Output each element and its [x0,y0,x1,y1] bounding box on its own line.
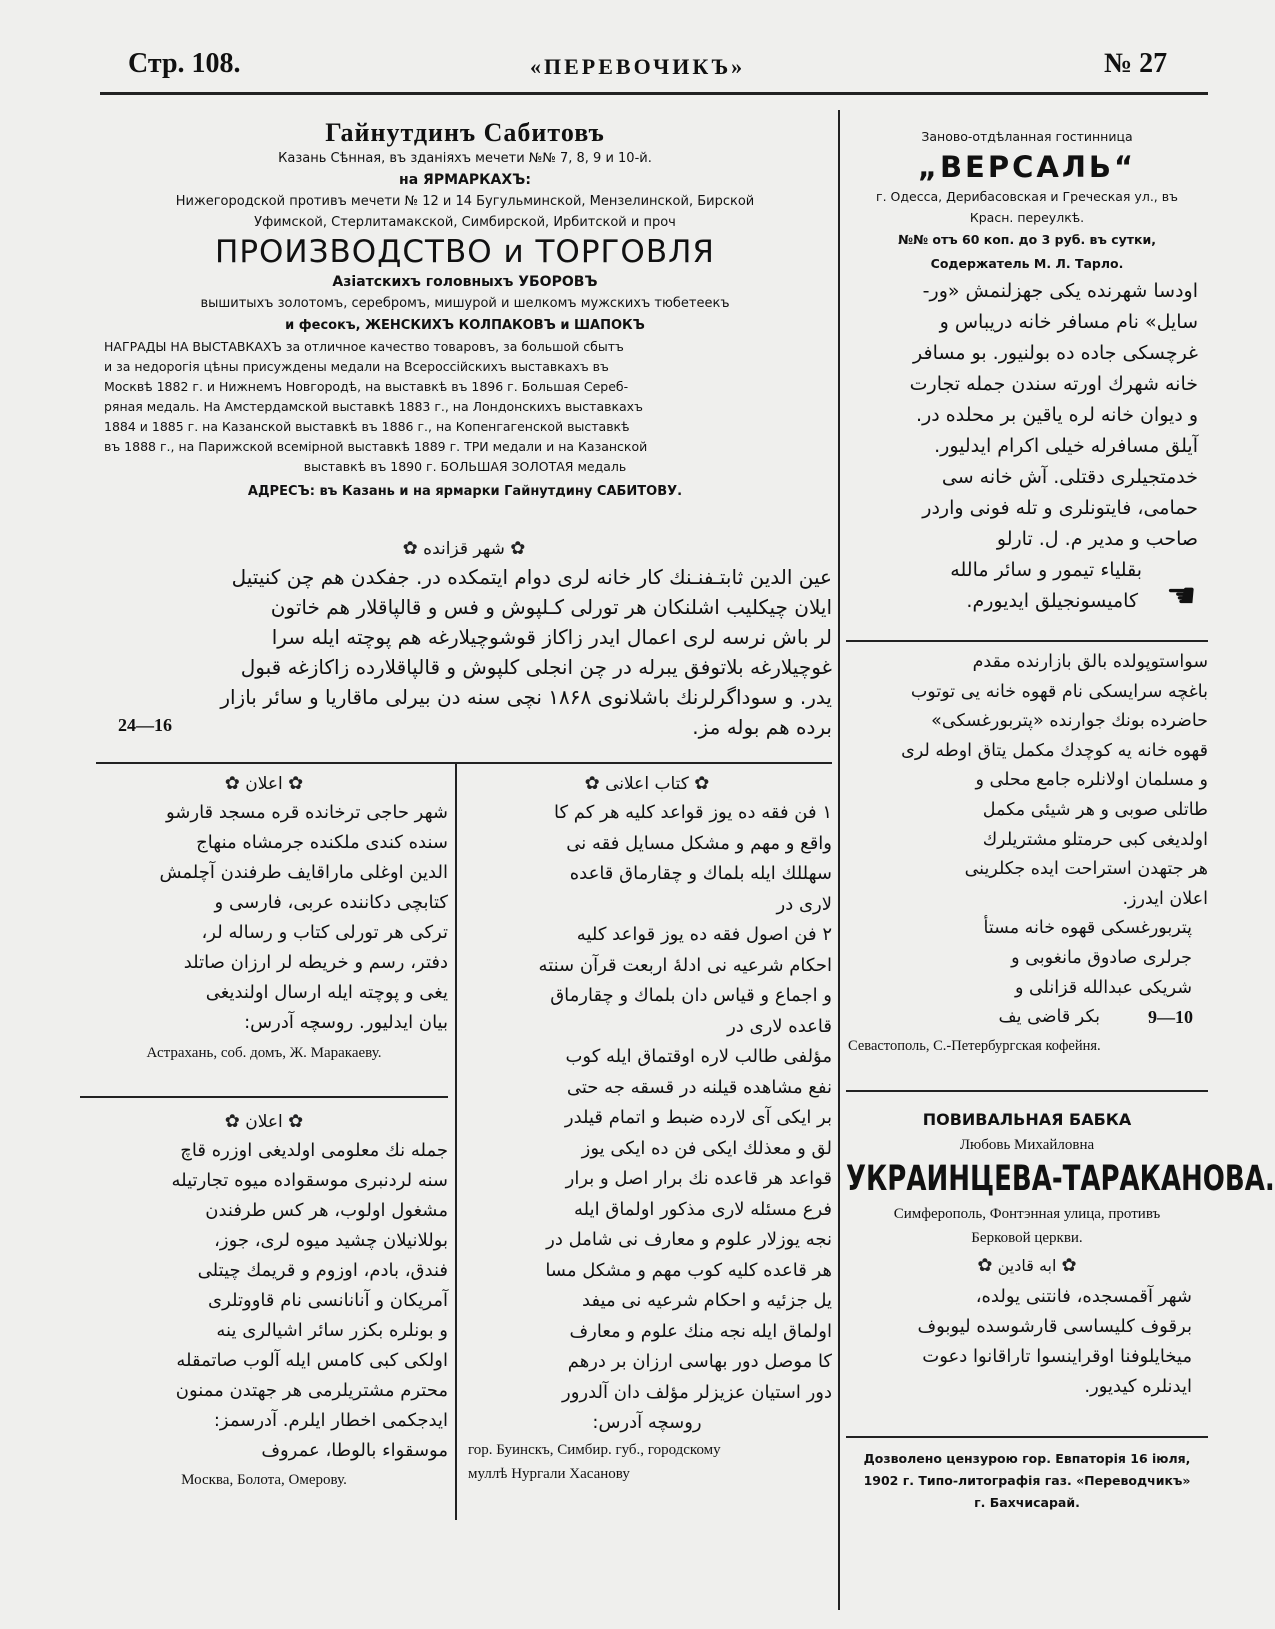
kitab-ad [462,770,832,1522]
award-line: НАГРАДЫ НА ВЫСТАВКАХЪ за отличное качество товаровъ, за большой сбытъ [104,339,624,354]
kitab-line: بر ايكى آى لارده ضبط و اتمام قيلدر [564,1107,832,1128]
kitab-heading-row [462,770,832,798]
kazan-heading: شهر قزانده [423,539,505,559]
versal-line: Содержатель М. Л. Тарло. [930,256,1124,271]
kitab-line: لارى در [776,893,832,915]
kazan-line: لر باش نرسه لرى اعمال ايدر زاكاز قوشوچيلارغه هم پوچته ايله سرا [271,625,832,649]
section-rule [846,1090,1208,1092]
kitab-address: гор. Буинскъ, Симбир. губ., городскому [468,1442,721,1458]
sabitov-line: вышитыхъ золотомъ, серебромъ, мишурой и шелкомъ мужскихъ тюбетеекъ [200,296,730,311]
kitab-address: муллѣ Нургали Хасанову [468,1466,630,1482]
sabitov-big: ПРОИЗВОДСТВО и ТОРГОВЛЯ [215,234,715,270]
ornament-icon: ✿ [224,773,240,794]
elan1-line: شهر حاجى ترخانده قره مسجد قارشو [166,802,448,823]
versal-tatar-line: غرچسكى جاده ده بولنيور. بو مسافر [913,342,1198,364]
versal-tatar-line: كاميسونجيلق ايديورم. [966,590,1138,612]
kahve-line: بكر قاضى يف [998,1007,1100,1028]
award-line: 1884 и 1885 г. на Казанской выставкѣ въ 1886 г., на Копенгагенской выставкѣ [104,419,630,434]
ornament-icon: ✿ [224,1111,240,1132]
kitab-line: هر قاعده كليه كوب مهم و مشكل مسا [545,1259,832,1281]
versal-tatar-line: حمامى، فايتونلرى و تله فونى واردر [922,497,1198,519]
kitab-line: روسچه آدرس: [592,1412,702,1433]
sabitov-line: Казань Сѣнная, въ зданіяхъ мечети №№ 7, 8, 9 и 10-й. [278,151,652,166]
midwife-address: Берковой церкви. [971,1230,1083,1246]
elan1-heading-row [80,770,448,798]
section-rule [96,762,832,764]
kazan-line: ايلان چيكليب اشلنكان هر تورلى كـلپوش و فس و قالپاقلار هم خاتون [270,595,832,619]
sabitov-line: Уфимской, Стерлитамакской, Симбирской, Ирбитской и проч [254,215,676,230]
ornament-icon: ✿ [694,773,710,794]
midwife-name-first: Любовь Михайловна [959,1137,1095,1153]
versal-tatar-line: سايل» نام مسافر خانه دريباس و [939,311,1198,333]
midwife-heading: ابه قادين [997,1256,1057,1275]
elan1-line: كتابچى دكاننده عربى، فارسى و [214,892,448,913]
elan1-heading: اعلان [245,774,283,794]
kazan-ref: 24—16 [118,715,172,735]
elan2-line: ايدجكمى اخطار ايلرم. آدرسمز: [213,1410,448,1431]
sabitov-name: Гайнутдинъ Сабитовъ [325,118,605,147]
versal-top: Заново-отдѣланная гостинница [921,129,1133,144]
kahve-line: پتربورغسكى قهوه خانه مستأ [983,918,1192,939]
censor-line: Дозволено цензурою гор. Евпаторія 16 іюля, [863,1451,1191,1466]
sabitov-line: Нижегородской противъ мечети № 12 и 14 Бугульминской, Мензелинской, Бирской [175,194,755,209]
kahve-line: حاضرده بونك جوارنده «پتربورغسكى» [931,711,1208,732]
page-header [0,48,1254,88]
kazan-line: عين الدين ثابتـفنـنك كار خانه لرى دوام ايتمكده در. جفكدن هم چن كنيتيل [231,565,832,589]
versal-line: Красн. переулкѣ. [969,210,1085,225]
elan2-line: سنه لردنبرى موسقواده ميوه تجارتيله [171,1170,448,1191]
midwife-address: Симферополь, Фонтэнная улица, противъ [893,1206,1161,1222]
censor-line: 1902 г. Типо-литографія газ. «Переводчикъ» [863,1473,1191,1488]
page-number: Стр. 108. [128,48,241,79]
kitab-line: ۲ فن اصول فقه ده يوز قواعد كليه [576,924,832,945]
award-line: въ 1888 г., на Парижской всемірной выставкѣ 1889 г. ТРИ медали и на Казанской [104,439,648,454]
elan2-heading: اعلان [245,1112,283,1132]
section-rule [846,1436,1208,1438]
elan1-line: سنده كندى ملكنده جرمشاه منهاج [196,832,448,853]
kitab-line: كا موصل دور بهاسى ارزان بر درهم [567,1351,832,1372]
elan-ad-2 [80,1108,448,1524]
elan2-line: جمله نك معلومى اولديغى اوزره قاچ [180,1140,448,1161]
midwife-title: ПОВИВАЛЬНАЯ БАБКА [922,1110,1132,1129]
kitab-line: ۱ فن فقه ده يوز قواعد كليه هر كم كا [553,802,832,823]
kitab-line: لق و معذلك ايكى فن ده ايكى يوز [581,1137,832,1159]
kitab-line: واقع و مهم و مشكل مسايل فقه نى [566,832,832,854]
elan1-line: دفتر، رسم و خريطه لر ارزان صاتلد [183,952,448,973]
elan1-line: بيان ايدليور. روسچه آدرس: [244,1012,448,1033]
kahve-address: Севастополь, С.-Петербургская кофейня. [848,1038,1101,1055]
column-rule-right [838,110,840,1610]
kahve-line: طاتلى صوبى و هر شيئى مكمل [982,799,1208,820]
elan1-address: Астрахань, соб. домъ, Ж. Маракаеву. [146,1045,382,1061]
ornament-icon: ✿ [1061,1255,1077,1276]
ornament-icon: ✿ [977,1255,993,1276]
versal-tatar-line: خدمتجيلرى دقتلى. آش خانه سى [941,466,1198,488]
kahve-line: سواستوپولده بالق بازارنده مقدم [972,652,1208,672]
versal-line: г. Одесса, Дерибасовская и Греческая ул., въ [876,189,1178,204]
versal-tatar-line: بقلياء تيمور و سائر مالله [950,559,1142,581]
kitab-line: نجه يوزلار علوم و معارف نى شامل در [546,1229,832,1250]
kitab-line: دور استيان عزيزلر مؤلف دان آلدرور [562,1381,832,1403]
midwife-heading-row [846,1250,1208,1282]
pointing-hand-icon: ☚ [1166,576,1197,616]
sabitov-address: АДРЕСЪ: въ Казань и на ярмарки Гайнутдину САБИТОВУ. [247,484,683,499]
versal-tatar-line: آيلق مسافرله خيلى اكرام ايدليور. [934,435,1198,457]
sabitov-sub: Азіатскихъ головныхъ УБОРОВЪ [332,274,598,290]
elan2-line: بوللانيلان چشيد ميوه لرى، جوز، [214,1230,448,1251]
midwife-ad [846,1106,1275,1432]
kahve-line: قهوه خانه يه كوچدك مكمل يتاق اوطه لرى [901,740,1208,761]
versal-tatar-line: و ديوان خانه لره ياقين بر محلده در. [916,404,1198,426]
kazan-tatar-ad [96,536,832,758]
ornament-icon: ✿ [402,538,418,559]
elan2-line: محترم مشتريلرمى هر جهتدن ممنون [175,1380,448,1401]
midwife-tatar-line: برقوف كليساسى قارشوسده ليوبوف [917,1316,1192,1337]
midwife-tatar-line: شهر آقمسجده، فانتنى يولده، [975,1286,1192,1307]
kazan-line: غوچيلارغه بلاتوفق يبرله در چن انجلى كلپوش و قالپاقلارده زاكازغه قبول [240,655,832,679]
midwife-name-last: УКРАИНЦЕВА-ТАРАКАНОВА. [846,1158,1275,1200]
kitab-line: احكام شرعيه نى ادلهٔ اربعت قرآن سنته [538,954,832,976]
elan1-line: الدين اوغلى ماراقايف طرفندن آچلمش [159,862,448,883]
kitab-line: سهللك ايله بلماك و چقارماق قاعده [569,863,832,884]
versal-name: „ВЕРСАЛЬ“ [917,150,1137,184]
sabitov-line: на ЯРМАРКАХЪ: [399,172,531,188]
elan2-heading-row [80,1108,448,1136]
elan-ad-1 [80,770,448,1082]
ornament-icon: ✿ [288,1111,304,1132]
elan2-line: فندق، بادم، اوزوم و قريمك چيتلى [197,1260,448,1281]
kitab-line: يل جزئيه و احكام شرعيه نى ميفد [582,1290,832,1311]
ornament-icon: ✿ [510,538,526,559]
elan1-line: يغى و پوچته ايله ارسال اولنديغى [205,982,448,1003]
issue-number: № 27 [1104,48,1168,79]
versal-line: №№ отъ 60 коп. до 3 руб. въ сутки, [897,232,1157,247]
elan2-line: مشغول اولوب، هر كس طرفندن [205,1200,448,1221]
elan1-line: تركى هر تورلى كتاب و رساله لر، [201,922,448,943]
kitab-line: قواعد هر قاعده نك برار اصل و برار [565,1168,832,1189]
kazan-line: يدر. و سوداگرلرنك باشلانوى ۱۸۶۸ نچى سنه دن بيرلى ماقاريا و سائر بازار [220,685,832,709]
kitab-line: و اجماع و قياس دان بلماك و چقارماق [550,985,832,1006]
kitab-line: اولماق ايله نجه منك علوم و معارف [569,1320,832,1342]
kahve-line: شريكى عبدالله قزانلى و [1015,977,1192,998]
section-rule [80,1096,448,1098]
ornament-icon: ✿ [288,773,304,794]
midwife-tatar-line: ميخايلوفنا اوقراينسوا تاراقانوا دعوت [922,1346,1192,1367]
header-rule [100,92,1208,95]
versal-tatar-line: اودسا شهرنده يكى جهزلنمش «ور- [922,280,1198,302]
versal-tatar-line: خانه شهرك اورته سندن جمله تجارت [909,373,1198,395]
midwife-tatar-line: ايدنلره كيديور. [1084,1376,1192,1397]
versal-ad [846,126,1208,638]
award-line: и за недорогія цѣны присуждены медали на Всероссійскихъ выставкахъ въ [104,359,609,374]
award-line: выставкѣ въ 1890 г. БОЛЬШАЯ ЗОЛОТАЯ медаль [303,459,627,474]
elan2-line: موسقواء بالوطا، عمروف [261,1440,448,1461]
elan2-line: اولكى كبى كامس ايله آلوب صاتمقله [176,1350,448,1371]
censor-line: г. Бахчисарай. [974,1495,1080,1510]
kitab-line: قاعده لارى در [727,1015,832,1037]
censor-note [846,1448,1208,1528]
kazan-line: برده هم بوله مز. [692,715,832,739]
kitab-line: نفع مشاهده قيلنه در قسقه جه حتى [566,1076,832,1098]
newspaper-title: «ПЕРЕВОЧИКЪ» [530,54,746,79]
sabitov-ad [100,118,830,538]
elan2-address: Москва, Болота, Омерову. [181,1472,347,1488]
versal-tatar-line: صاحب و مدير م. ل. تارلو [996,528,1198,550]
kitab-heading: كتاب اعلانى [605,774,689,794]
elan2-line: آمريكان و آنانانسى نام قاووتلرى [208,1290,448,1311]
ornament-icon: ✿ [584,773,600,794]
kitab-line: فرع مسئله لارى مذكور اولماق ايله [574,1198,832,1220]
column-rule-middle [455,764,457,1520]
kahve-line: و مسلمان اولانلره جامع محلى و [975,770,1208,791]
award-line: Москвѣ 1882 г. и Нижнемъ Новгородѣ, на выставкѣ въ 1896 г. Большая Сереб- [104,379,629,394]
kahve-line: جرلرى صادوق مانغوبى و [1011,947,1192,968]
kahve-ref: 9—10 [1148,1007,1193,1028]
section-rule [846,640,1208,642]
kahve-line: اعلان ايدرز. [1122,888,1208,909]
kahve-ad [846,648,1208,1080]
kazan-heading-row [96,536,832,562]
award-line: ряная медаль. На Амстердамской выставкѣ 1883 г., на Лондонскихъ выставкахъ [104,399,643,414]
kitab-line: مؤلفى طالب لاره اوقتماق ايله كوب [565,1046,832,1067]
elan2-line: و بونلره بكزر سائر اشيالرى ينه [216,1320,448,1341]
kahve-line: هر جتهدن استراحت ايده جكلرينى [964,859,1208,880]
kahve-line: باغچه سرايسكى نام قهوه خانه يى توتوب [910,681,1208,702]
sabitov-line: и фесокъ, ЖЕНСКИХЪ КОЛПАКОВЪ и ШАПОКЪ [285,318,645,333]
kahve-line: اولديغى كبى حرمتلو مشتريلرك [982,829,1208,850]
